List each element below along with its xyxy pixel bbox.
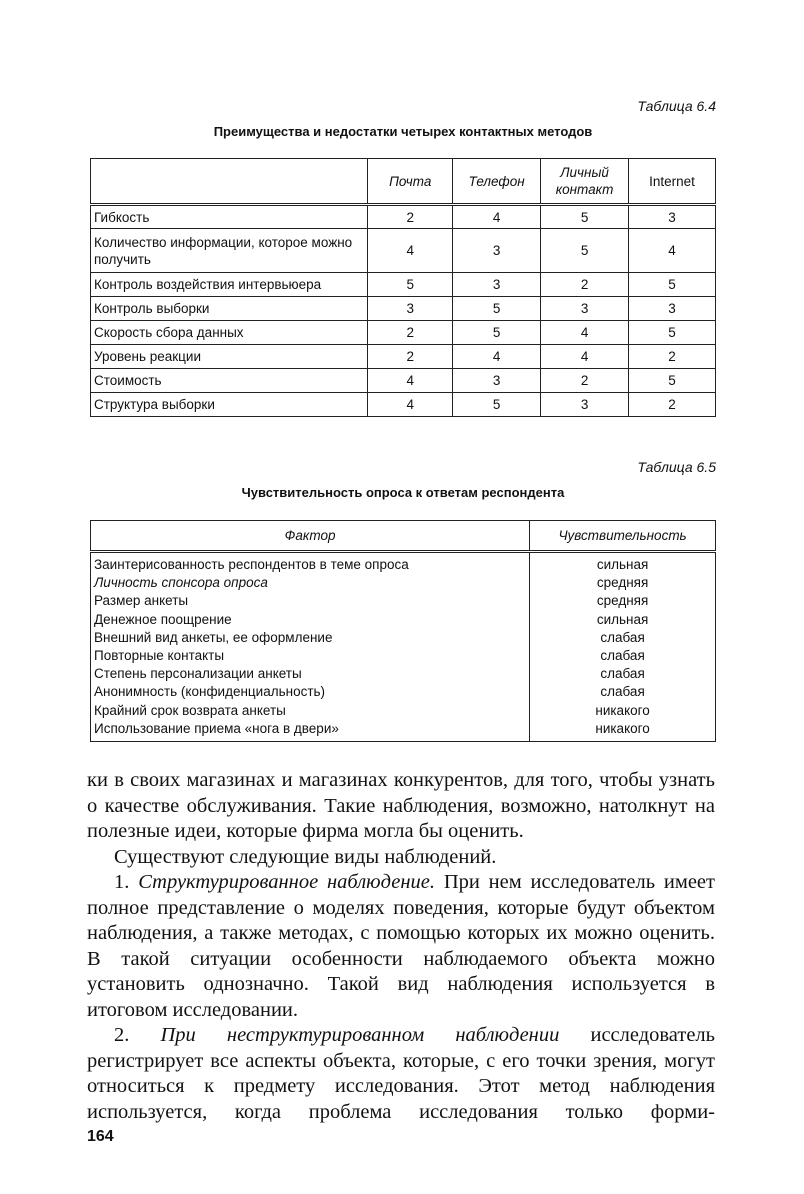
cell-value: 3 [629,297,716,321]
factor-cell: Личность спонсора опроса [94,575,268,591]
cell-value: 2 [368,321,453,345]
header-cell-phone: Телефон [453,159,541,205]
factor-cell: Денежное поощрение [94,611,232,627]
table-row [91,629,716,647]
sensitivity-cell: средняя [530,592,716,610]
header-cell-empty [91,159,368,205]
row-label: Скорость сбора данных [91,321,368,345]
cell-value: 4 [629,229,716,273]
factor-cell: Повторные контакты [94,648,225,664]
paragraph [87,1023,715,1125]
sensitivity-cell: слабая [530,683,716,701]
cell-value: 3 [629,205,716,229]
factor-cell: Степень персонализации анкеты [94,666,302,682]
cell-value: 2 [368,205,453,229]
table-row [91,647,716,665]
cell-value: 3 [541,297,629,321]
cell-value: 5 [541,229,629,273]
sensitivity-cell: никакого [530,720,716,742]
cell-value: 3 [368,297,453,321]
cell-value: 5 [368,273,453,297]
table-row [91,552,716,575]
cell-value: 2 [368,345,453,369]
table-row [91,611,716,629]
table-row [91,574,716,592]
cell-value: 3 [453,229,541,273]
row-label: Контроль выборки [91,297,368,321]
row-label: Гибкость [91,205,368,229]
factor-cell: Анонимность (конфиденциальность) [94,684,326,700]
table-row [91,665,716,683]
row-label: Уровень реакции [91,345,368,369]
factor-cell: Крайний срок возврата анкеты [94,702,286,718]
cell-value: 5 [453,321,541,345]
cell-value: 3 [453,369,541,393]
survey-sensitivity-table [90,520,716,742]
table-row [91,229,716,273]
table-row [91,702,716,720]
table-row [91,297,716,321]
cell-value: 5 [629,369,716,393]
contact-methods-table [90,158,716,417]
cell-value: 4 [453,205,541,229]
term: При неструктурированном наблюдении [160,1024,560,1046]
paragraph: ки в своих магазинах и магазинах конкурентов, для того, чтобы узнать о качестве обслуживания. Такие наблюдения, возможно, натолкнут на полезные идеи, которые фирма могла бы оценить. [87,769,715,842]
paragraph-text: исследователь регистрирует все аспекты объекта, которые, с его точки зрения, могут относиться к предмету исследования. Этот метод наблюдения используется, когда проблема исследования только форми- [87,1024,716,1123]
paragraph: Существуют следующие виды наблюдений. [114,845,497,868]
cell-value: 4 [368,393,453,417]
cell-value: 4 [368,369,453,393]
cell-value: 4 [541,321,629,345]
cell-value: 4 [541,345,629,369]
factor-cell: Размер анкеты [94,593,189,609]
table-6-4-caption: Таблица 6.4 [637,98,716,114]
table-row [91,393,716,417]
table-row [91,683,716,701]
table-row [91,592,716,610]
table-row [91,321,716,345]
factor-cell: Внешний вид анкеты, ее оформление [94,629,333,645]
sensitivity-cell: никакого [530,702,716,720]
cell-value: 3 [453,273,541,297]
table-6-5-caption: Таблица 6.5 [637,459,716,475]
sensitivity-cell: средняя [530,574,716,592]
row-label: Контроль воздействия интервьюера [91,273,368,297]
paragraph [87,870,715,1023]
cell-value: 2 [541,369,629,393]
cell-value: 5 [453,393,541,417]
page-number: 164 [87,1128,114,1145]
sensitivity-cell: слабая [530,629,716,647]
row-label: Стоимость [91,369,368,393]
list-number: 1. [114,871,130,893]
table-row [91,273,716,297]
list-number: 2. [114,1024,130,1046]
sensitivity-cell: слабая [530,647,716,665]
table-header-row [91,159,716,205]
table-row [91,720,716,742]
table-6-5-title: Чувствительность опроса к ответам респондента [241,485,565,500]
paragraph-text: При нем исследователь имеет полное представление о моделях поведения, которые будут объектом наблюдения, а также методах, с помощью которых их можно оценить. В такой ситуации особенности наблюдаемого объекта можно установить однозначно. Такой вид наблюдения используется в итоговом исследовании. [87,871,715,1021]
sensitivity-cell: сильная [530,611,716,629]
cell-value: 2 [541,273,629,297]
cell-value: 5 [629,273,716,297]
body-text [87,768,715,1125]
table-row [91,205,716,229]
header-cell-internet: Internet [629,159,716,205]
cell-value: 2 [629,393,716,417]
header-cell-sensitivity: Чувствительность [530,521,716,552]
table-6-4-title: Преимущества и недостатки четырех контактных методов [213,124,593,139]
factor-cell: Заинтерисованность респондентов в теме опроса [94,557,409,572]
cell-value: 5 [541,205,629,229]
sensitivity-cell: сильная [530,552,716,575]
header-cell-personal: Личный контакт [541,159,629,205]
header-cell-mail: Почта [368,159,453,205]
table-row [91,369,716,393]
sensitivity-cell: слабая [530,665,716,683]
cell-value: 5 [629,321,716,345]
cell-value: 2 [629,345,716,369]
table-row [91,345,716,369]
factor-cell: Использование приема «нога в двери» [94,720,339,736]
cell-value: 4 [453,345,541,369]
cell-value: 3 [541,393,629,417]
cell-value: 5 [453,297,541,321]
table-header-row [91,521,716,552]
cell-value: 4 [368,229,453,273]
row-label: Структура выборки [91,393,368,417]
row-label: Количество информации, которое можно получить [91,229,368,273]
term: Структурированное наблюдение. [138,871,435,893]
header-cell-factor: Фактор [91,521,530,552]
